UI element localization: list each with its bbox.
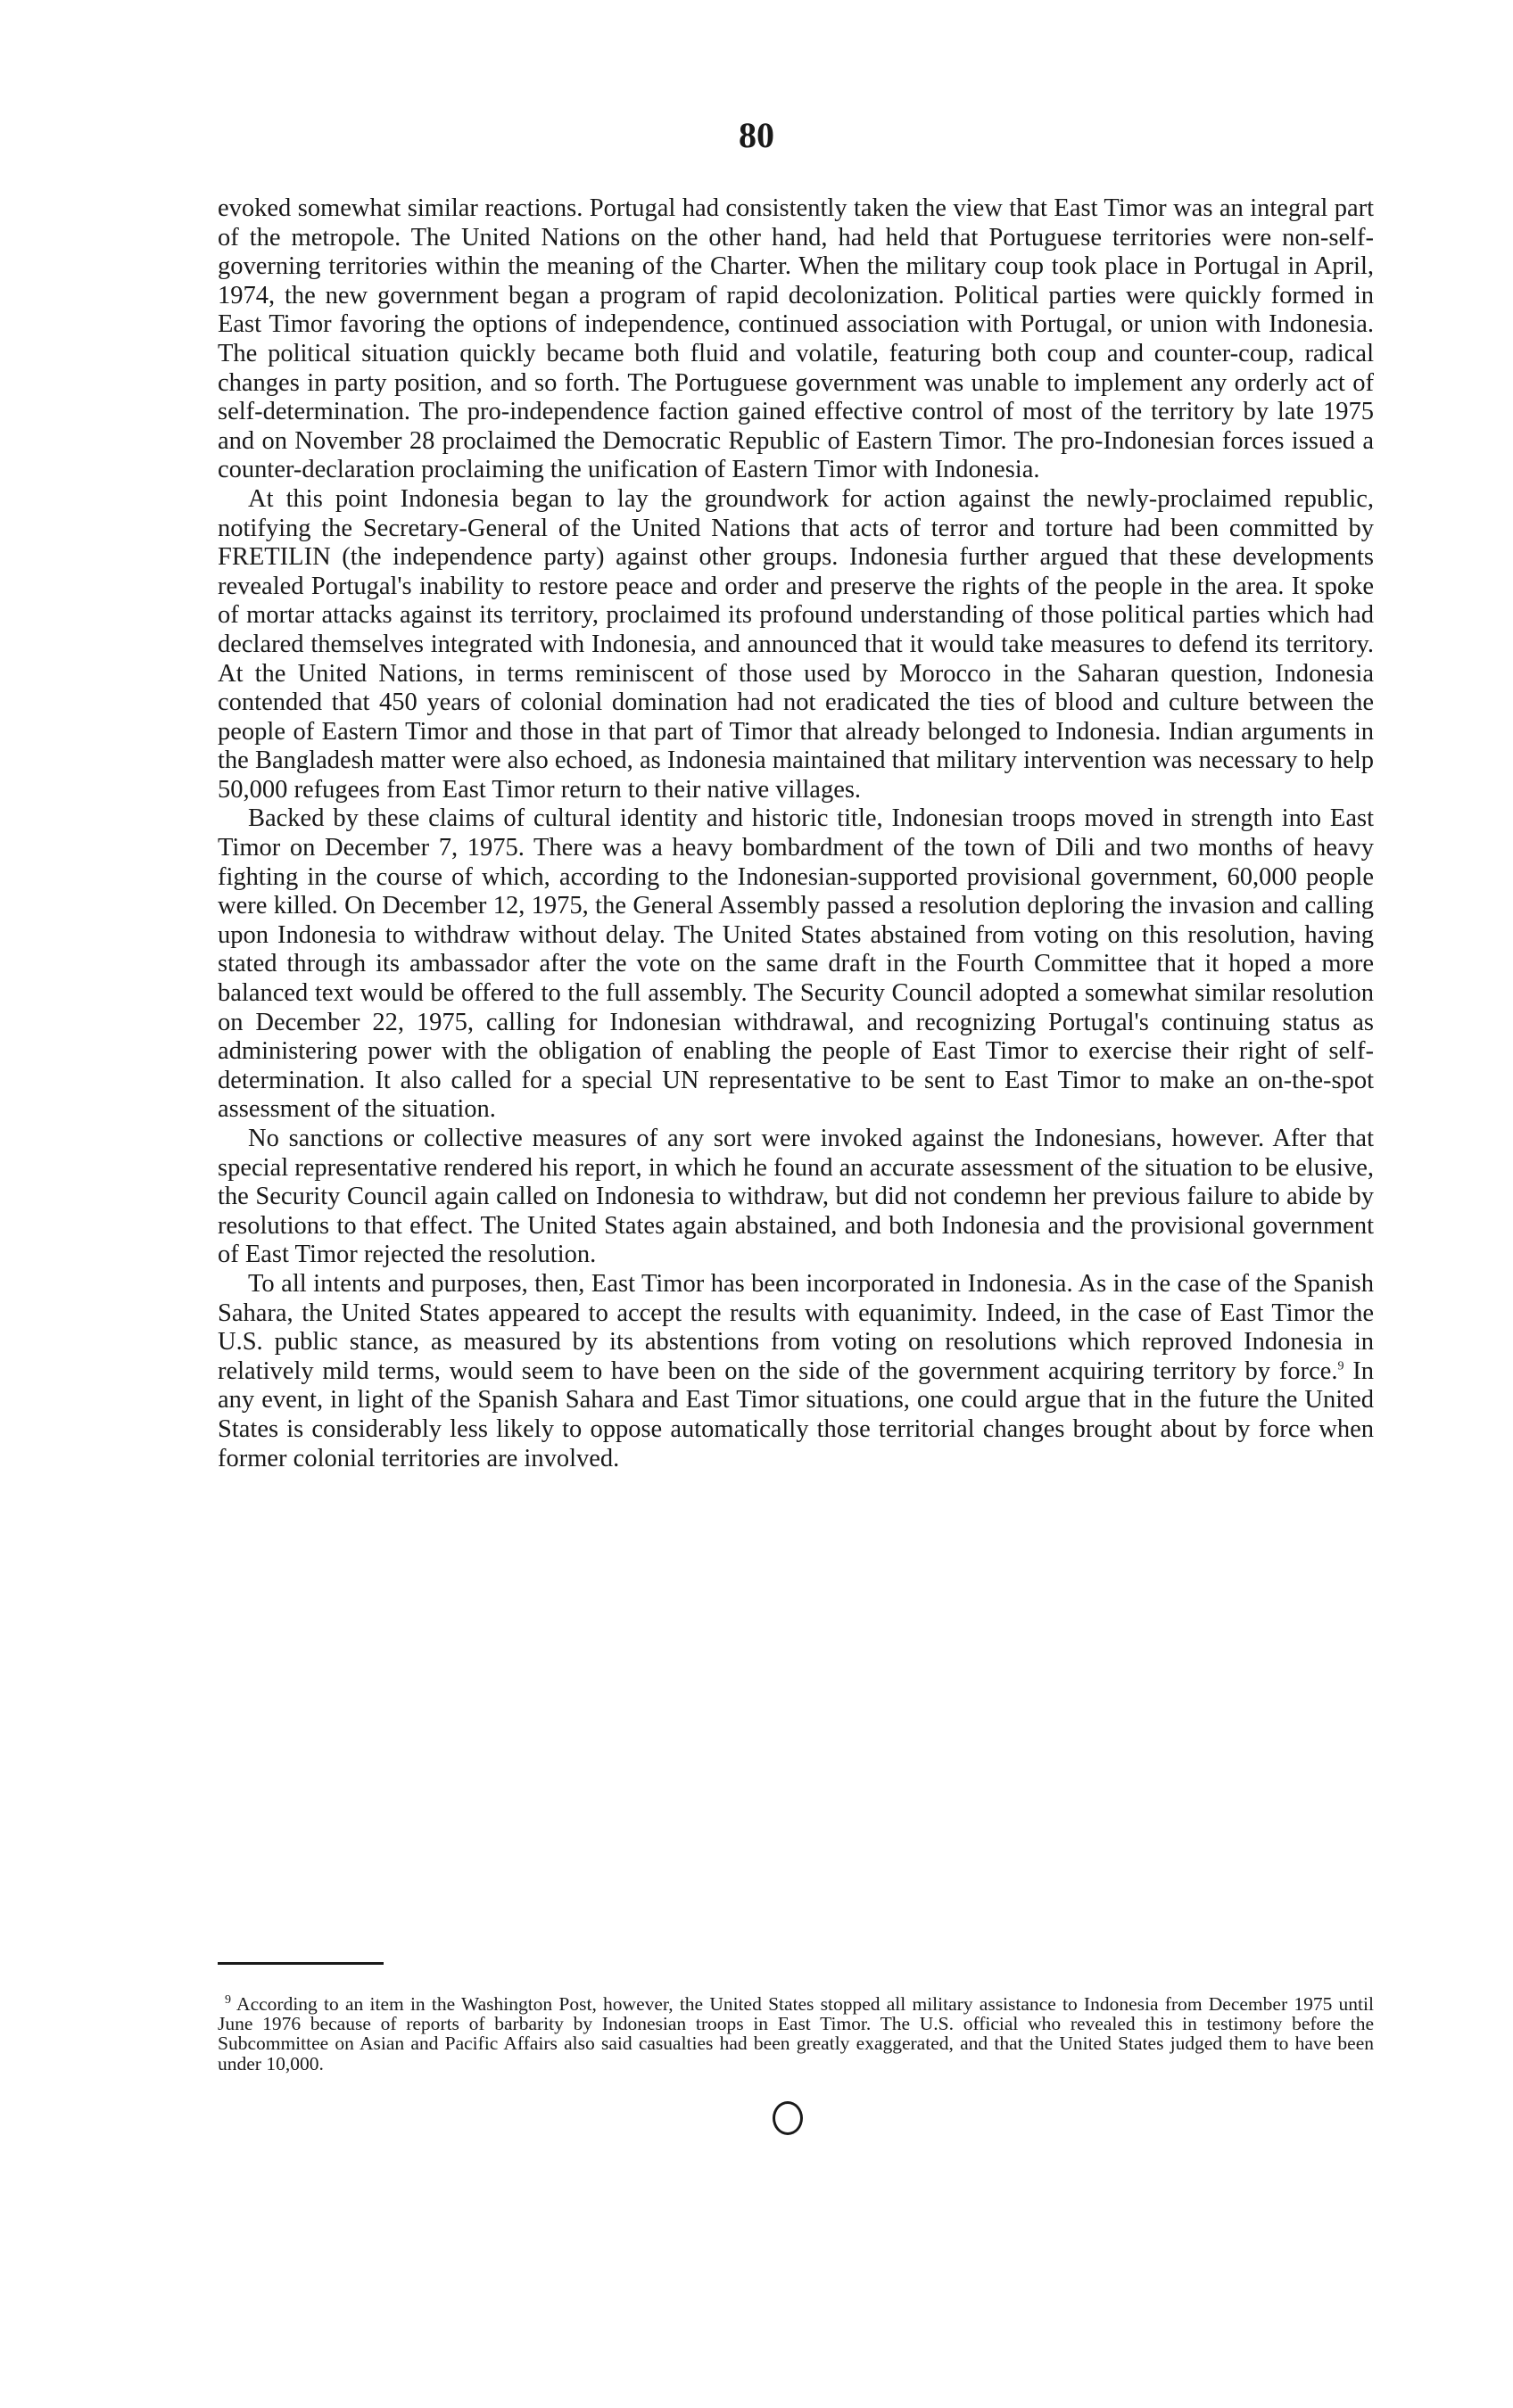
paragraph-no-sanctions: No sanctions or collective measures of any sort were invoked against the Indonesians, however. After that special representative rendered his report, in which he found an accurate assessment of the situation to be elusive, the Security Council again called on Indonesia to withdraw, but did not condemn her previous failure to abide by resolutions to that effect. The United States again abstained, and both Indonesia and the provisional government of East Timor rejected the resolution. <box>218 1125 1374 1269</box>
conclusion-text-before: To all intents and purposes, then, East Timor has been incorporated in Indonesia. As in the case of the Spanish Sahara, the United States appeared to accept the results with equanimity. Indeed, in the case of East Timor the U.S. public stance, as measured by its abstentions from voting on resolutions which reproved Indonesia in relatively mild terms, would seem to have been on the side of the government acquiring territory by force. <box>218 1269 1374 1385</box>
footnote-mark: 9 <box>225 1992 231 2007</box>
footnote <box>218 1994 1374 2074</box>
footnote-text: According to an item in the Washington Post, however, the United States stopped all military assistance to Indonesia from December 1975 until June 1976 because of reports of barbarity by Indonesian troops in East Timor. The U.S. official who revealed this in testimony before the Subcommittee on Asian and Pacific Affairs also said casualties had been greatly exaggerated, and that the United States judged them to have been under 10,000. <box>218 1993 1374 2074</box>
end-of-document-circle-icon <box>773 2101 803 2135</box>
paragraph-conclusion <box>218 1270 1374 1473</box>
footnote-divider <box>218 1962 384 1965</box>
conclusion-text-after: In any event, in light of the Spanish Sahara and East Timor situations, one could argue that in the future the United States is considerably less likely to oppose automatically those territorial changes brought about by force when former colonial territories are involved. <box>218 1357 1374 1472</box>
paragraph-invasion: Backed by these claims of cultural identity and historic title, Indonesian troops moved in strength into East Timor on December 7, 1975. There was a heavy bombardment of the town of Dili and two months of heavy fighting in the course of which, according to the Indonesian-supported provisional government, 60,000 people were killed. On December 12, 1975, the General Assembly passed a resolution deploring the invasion and calling upon Indonesia to withdraw without delay. The United States abstained from voting on this resolution, having stated through its ambassador after the vote on the same draft in the Fourth Committee that it hoped a more balanced text would be offered to the full assembly. The Security Council adopted a somewhat similar resolution on December 22, 1975, calling for Indonesian withdrawal, and recognizing Portugal's continuing status as administering power with the obligation of enabling the people of East Timor to exercise their right of self-determination. It also called for a special UN representative to be sent to East Timor to make an on-the-spot assessment of the situation. <box>218 804 1374 1124</box>
paragraph-continuation: evoked somewhat similar reactions. Portugal had consistently taken the view that East Timor was an integral part of the metropole. The United Nations on the other hand, had held that Portuguese territories were non-self-governing territories within the meaning of the Charter. When the military coup took place in Portugal in April, 1974, the new government began a program of rapid decolonization. Political parties were quickly formed in East Timor favoring the options of independence, continued association with Portugal, or union with Indonesia. The political situation quickly became both fluid and volatile, featuring both coup and counter-coup, radical changes in party position, and so forth. The Portuguese government was unable to implement any orderly act of self-determination. The pro-independence faction gained effective control of most of the territory by late 1975 and on November 28 proclaimed the Democratic Republic of Eastern Timor. The pro-Indonesian forces issued a counter-declaration proclaiming the unification of Eastern Timor with Indonesia. <box>218 194 1374 484</box>
page-number: 80 <box>739 115 774 155</box>
paragraph-indonesia-groundwork: At this point Indonesia began to lay the groundwork for action against the newly-proclaimed republic, notifying the Secretary-General of the United Nations that acts of terror and torture had been committed by FRETILIN (the independence party) against other groups. Indonesia further argued that these developments revealed Portugal's inability to restore peace and order and preserve the rights of the people in the area. It spoke of mortar attacks against its territory, proclaimed its profound understanding of those political parties which had declared themselves integrated with Indonesia, and announced that it would take measures to defend its territory. At the United Nations, in terms reminiscent of those used by Morocco in the Saharan question, Indonesia contended that 450 years of colonial domination had not eradicated the ties of blood and culture between the people of Eastern Timor and those in that part of Timor that already belonged to Indonesia. Indian arguments in the Bangladesh matter were also echoed, as Indonesia maintained that military intervention was necessary to help 50,000 refugees from East Timor return to their native villages. <box>218 484 1374 804</box>
body-text <box>218 194 1374 1473</box>
footnote-reference: 9 <box>1337 1359 1344 1373</box>
